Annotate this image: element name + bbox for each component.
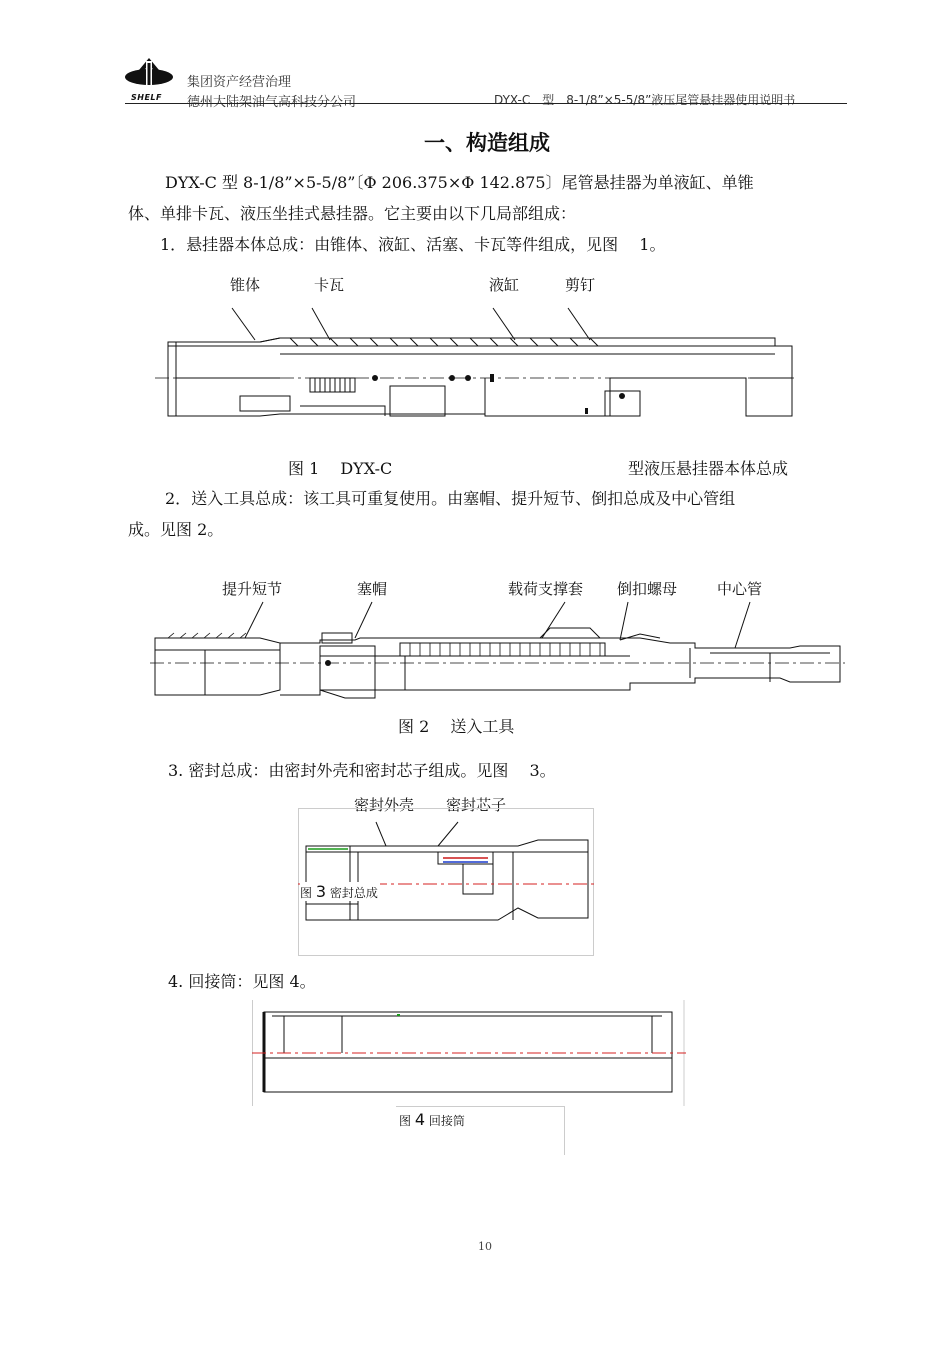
page-number: 10 <box>478 1240 492 1253</box>
header-org-line2: 德州大陆架油气高科技分公司 <box>187 95 357 110</box>
fig2-label-lift-sub: 提升短节 <box>222 580 283 598</box>
figure4-caption: 图 4 回接筒 <box>399 1110 465 1129</box>
intro-line1: DYX-C 型 8-1/8”×5-5/8”〔Φ 206.375×Φ 142.875〕尾管悬挂器为单液缸、单锥 <box>165 173 754 192</box>
fig2-label-plug-cap: 塞帽 <box>357 580 388 598</box>
item2-line1: 2．送入工具总成：该工具可重复使用。由塞帽、提升短节、倒扣总成及中心管组 <box>165 489 736 508</box>
figure3-caption: 图 3 密封总成 <box>300 882 378 901</box>
figure1-caption-right: 型液压悬挂器本体总成 <box>628 459 789 478</box>
item2-line2: 成。见图 2。 <box>128 520 224 539</box>
fig1-label-cone: 锥体 <box>230 276 261 294</box>
intro-line2: 体、单排卡瓦、液压坐挂式悬挂器。它主要由以下几局部组成： <box>128 204 577 223</box>
header-doc-title: DYX-C 型 8-1/8”×5-5/8”液压尾管悬挂器使用说明书 <box>494 93 796 107</box>
fig1-label-slip: 卡瓦 <box>314 276 345 294</box>
fig2-label-backoff-nut: 倒扣螺母 <box>617 580 678 598</box>
item3-text: 3. 密封总成：由密封外壳和密封芯子组成。见图 3。 <box>168 761 556 780</box>
header-rule <box>125 103 847 104</box>
figure2-running-tool-drawing <box>150 598 845 703</box>
header-org-line1: 集团资产经营治理 <box>187 75 292 90</box>
section-title: 一、构造组成 <box>424 131 550 155</box>
fig1-label-cylinder: 液缸 <box>489 276 520 294</box>
figure1-hanger-body-drawing <box>150 296 800 426</box>
item4-text: 4. 回接筒：见图 4。 <box>168 972 316 991</box>
fig3-label-seal-housing: 密封外壳 <box>354 796 415 814</box>
item1-text: 1．悬挂器本体总成：由锥体、液缸、活塞、卡瓦等件组成，见图 1。 <box>160 235 666 254</box>
figure2-caption: 图 2 送入工具 <box>398 717 515 736</box>
company-logo <box>124 56 174 90</box>
fig2-label-center-pipe: 中心管 <box>717 580 763 598</box>
fig3-label-seal-core: 密封芯子 <box>446 796 507 814</box>
fig1-label-shear-pin: 剪钉 <box>565 276 596 294</box>
figure1-caption-left: 图 1 DYX-C <box>288 459 393 478</box>
figure4-tieback-receptacle-drawing <box>252 998 686 1108</box>
fig2-label-load-sleeve: 载荷支撑套 <box>508 580 584 598</box>
logo-text: SHELF <box>131 93 162 102</box>
